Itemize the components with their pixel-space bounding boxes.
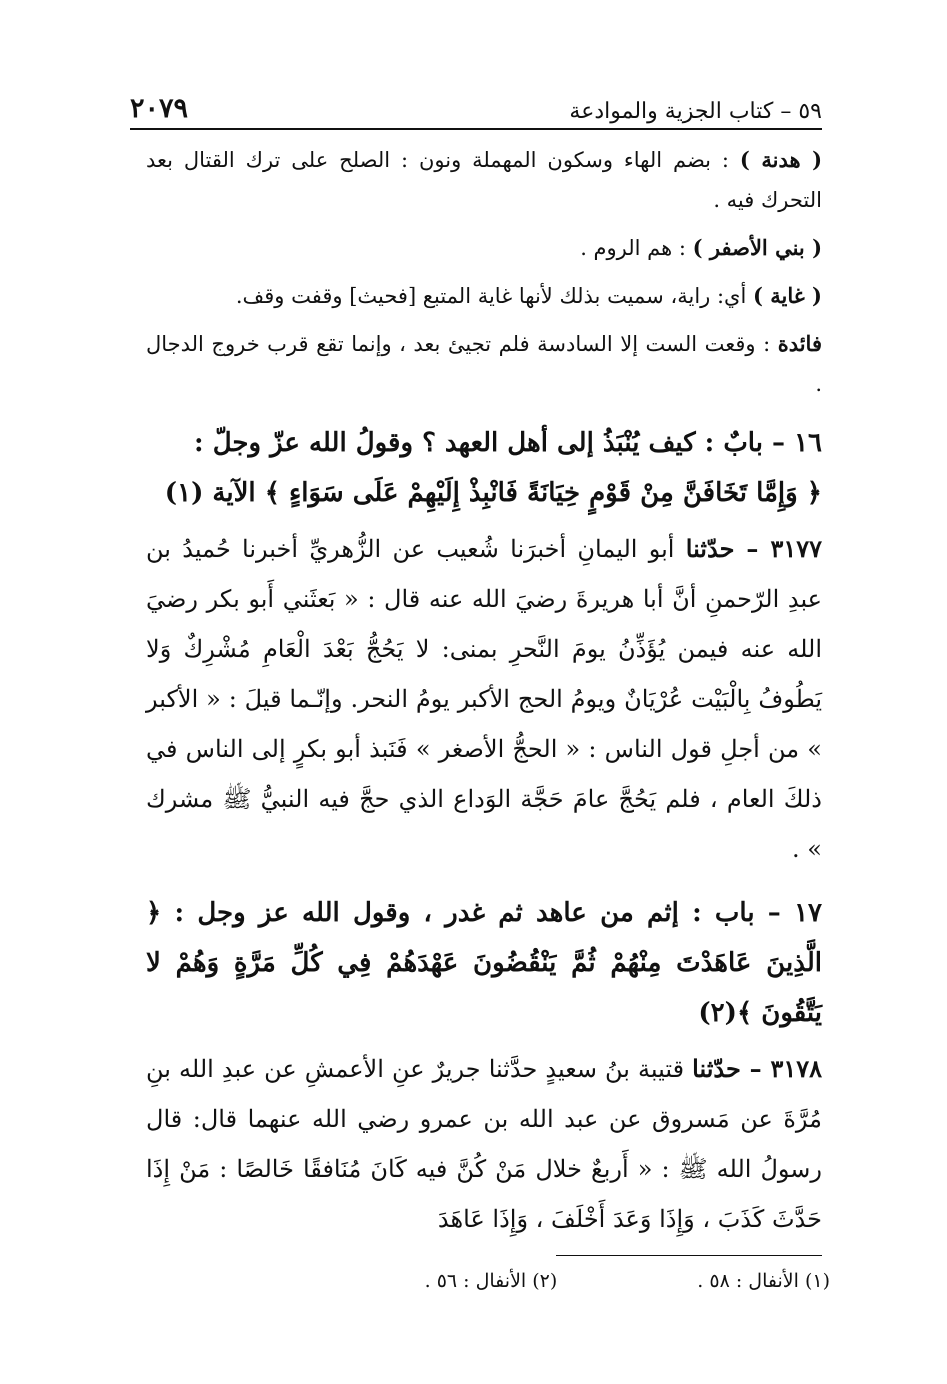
footnote-2: (٢) الأنفال : ٥٦ . [424,1270,558,1292]
header-rule [130,128,822,130]
gloss-term: ( بني الأصفر ) [692,235,822,260]
gloss-text: : بضم الهاء وسكون المهملة ونون : الصلح على ترك القتال بعد التحرك فيه . [146,148,822,212]
hadith-3178 [146,1044,822,1244]
gloss-faida [146,324,822,404]
gloss-term: ( غاية ) [753,283,822,308]
gloss-text: : هم الروم . [580,236,693,260]
hadith-3177-lead: ٣١٧٧ – حدّثنا [685,534,822,563]
footnote-rule [556,1255,822,1256]
chapter-16-heading [146,418,822,518]
footnote-1: (١) الأنفال : ٥٨ . [697,1270,830,1292]
hadith-3178-text: قتيبة بنُ سعيدٍ حدَّثنا جريرٌ عنِ الأعمشِ عن عبدِ الله بنِ مُرَّةَ عن مَسروق عن عبد الله بن عمرو رضي الله عنهما قال: قال رسولُ الله ﷺ : « أَربعٌ خلال مَنْ كُنَّ فيه كَانَ مُنَافقًا خَالصًا : مَنْ إِذَا حَدَّثَ كَذَبَ ، وَإِذَا وَعَدَ أَخْلَفَ ، وَإِذَا عَاهَدَ [146,1055,822,1233]
gloss-hudna [146,140,822,220]
running-title: ٥٩ – كتاب الجزية والموادعة [569,99,822,124]
footnotes [300,1270,830,1300]
running-head [130,86,822,124]
gloss-ghaya [146,276,822,316]
gloss-bani-al-asfar [146,228,822,268]
chapter-16-title: ١٦ – بابٌ : كيف يُنْبَذُ إلى أهل العهد ؟ وقولُ الله عزّ وجلّ : [194,428,822,458]
hadith-3177-text: أبو اليمانِ أخبرَنا شُعيب عن الزُّهريِّ أخبرنا حُميدُ بن عبدِ الرّحمنِ أنَّ أبا هريرةَ رضيَ الله عنه قال : « بَعثَني أَبو بكر رضيَ الله عنه فيمن يُؤَذِّنُ يومَ النَّحرِ بمنى: لا يَحُجُّ بَعْدَ الْعَامِ مُشْرِكٌ وَلا يَطُوفُ بِالْبَيْت عُرْيَانٌ ويومُ الحج الأكبر يومُ النحر. وإنّـما قيلَ : « الأكبر » من أجلِ قول الناس : « الحجُّ الأصغر » فَنَبذ أبو بكرٍ إلى الناس في ذلكَ العام ، فلم يَحُجَّ عامَ حَجَّة الوَداع الذي حجَّ فيه النبيُّ ﷺ مشرك » . [146,535,822,863]
page-body [146,140,822,1250]
page-number: ٢٠٧٩ [130,93,189,124]
gloss-text: أي: راية، سميت بذلك لأنها غاية المتبع [فحيث] وقفت وقف. [235,284,754,308]
chapter-17-heading: ١٧ – باب : إثم من عاهد ثم غدر ، وقول الله عز وجل : ﴿ الَّذِينَ عَاهَدْتَ مِنْهُمْ ثُمَّ يَنْقُضُونَ عَهْدَهُمْ فِي كُلِّ مَرَّةٍ وَهُمْ لا يَتَّقُونَ ﴾(٢) [146,898,822,1028]
chapter-16-verse: ﴿ وَإِمَّا تَخَافَنَّ مِنْ قَوْمٍ خِيَانَةً فَانْبِذْ إِلَيْهِمْ عَلَى سَوَاءٍ ﴾ الآية (١) [164,478,822,508]
gloss-term: فائدة [777,331,822,356]
hadith-3178-lead: ٣١٧٨ – حدّثنا [692,1054,822,1083]
gloss-term: ( هدنة ) [739,147,823,172]
gloss-text: : وقعت الست إلا السادسة فلم تجيئ بعد ، وإنما تقع قرب خروج الدجال . [146,332,822,396]
hadith-3177 [146,524,822,874]
